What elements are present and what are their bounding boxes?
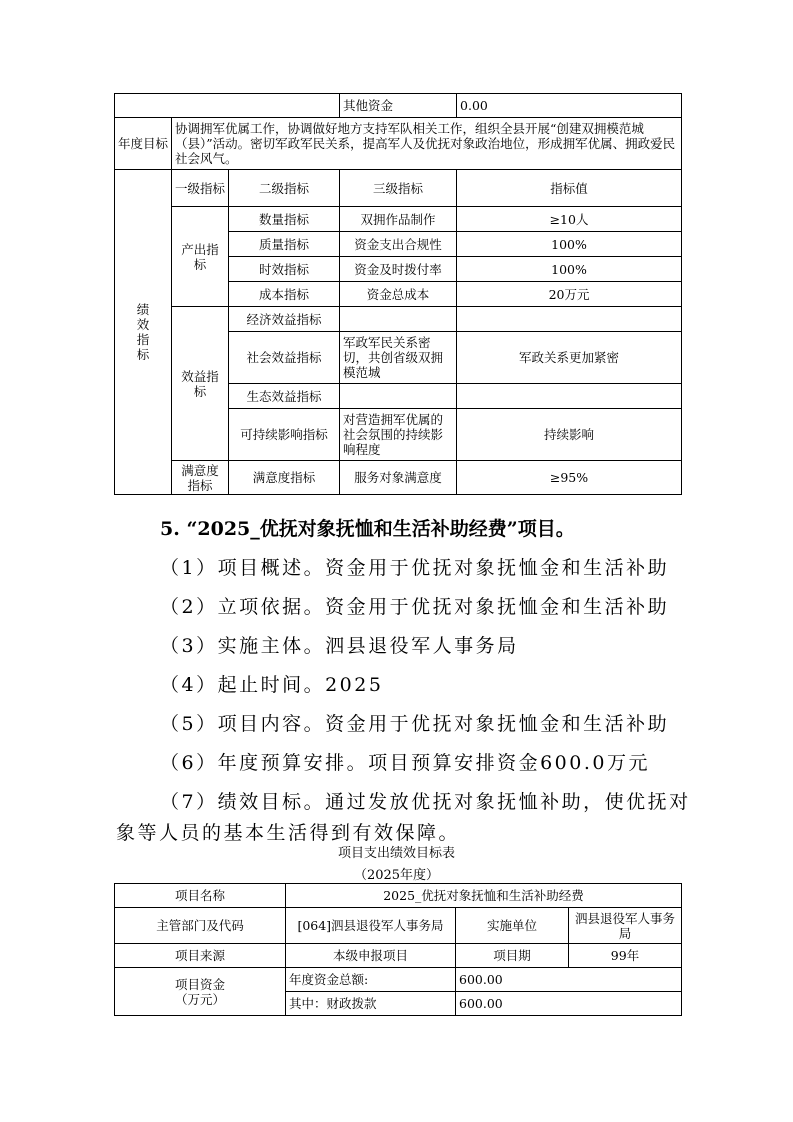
item-period: （4）起止时间。2025: [160, 674, 384, 696]
impl-value: 泗县退役军人事务局: [569, 908, 682, 944]
item-content: （5）项目内容。资金用于优抚对象抚恤金和生活补助: [160, 713, 670, 735]
benefit-value: [457, 384, 682, 409]
dept-label: 主管部门及代码: [115, 908, 286, 944]
output-l2: 质量指标: [229, 232, 340, 257]
output-l3: 资金支出合规性: [340, 232, 457, 257]
benefit-value: [457, 307, 682, 332]
satisfaction-l2: 满意度指标: [229, 461, 340, 495]
header-level3: 三级指标: [340, 170, 457, 207]
output-value: 100%: [457, 232, 682, 257]
item-goal-line1: （7）绩效目标。通过发放优抚对象抚恤补助，使优抚对: [160, 791, 691, 813]
output-l3: 资金总成本: [340, 282, 457, 307]
period-label: 项目期: [456, 944, 569, 968]
table-caption: 项目支出绩效目标表: [337, 846, 455, 861]
item-budget: （6）年度预算安排。项目预算安排资金600.0万元: [160, 752, 650, 774]
source-label: 项目来源: [115, 944, 286, 968]
fiscal-funds-value: 600.00: [456, 992, 682, 1016]
item-implementer: （3）实施主体。泗县退役军人事务局: [160, 635, 519, 657]
output-value: 100%: [457, 257, 682, 282]
source-value: 本级申报项目: [286, 944, 456, 968]
funds-label: 项目资金（万元）: [115, 968, 286, 1016]
benefit-l3: 对营造拥军优属的社会氛围的持续影响程度: [340, 409, 457, 461]
benefit-l3: 军政军民关系密切，共创省级双拥模范城: [340, 332, 457, 384]
header-level2: 二级指标: [229, 170, 340, 207]
other-funds-label: 其他资金: [340, 94, 457, 118]
header-value: 指标值: [457, 170, 682, 207]
empty-cell: [115, 94, 340, 118]
benefit-l3: [340, 384, 457, 409]
benefit-l2: 可持续影响指标: [229, 409, 340, 461]
benefit-l2: 社会效益指标: [229, 332, 340, 384]
performance-table-continued: [114, 93, 682, 495]
benefit-l2: 生态效益指标: [229, 384, 340, 409]
section-heading: 5. “2025_优抚对象抚恤和生活补助经费”项目。: [160, 518, 575, 540]
total-funds-value: 600.00: [456, 968, 682, 992]
satisfaction-l3: 服务对象满意度: [340, 461, 457, 495]
output-l2: 成本指标: [229, 282, 340, 307]
impl-label: 实施单位: [456, 908, 569, 944]
fiscal-funds-label: 其中：财政拨款: [286, 992, 456, 1016]
output-value: ≥10人: [457, 207, 682, 232]
output-indicator-label: 产出指标: [172, 207, 229, 307]
perf-indicator-label: 绩效指标: [115, 170, 172, 495]
output-value: 20万元: [457, 282, 682, 307]
item-overview: （1）项目概述。资金用于优抚对象抚恤金和生活补助: [160, 557, 670, 579]
benefit-value: 军政关系更加紧密: [457, 332, 682, 384]
annual-goal-text: 协调拥军优属工作，协调做好地方支持军队相关工作，组织全县开展“创建双拥模范城（县）”活动。密切军政军民关系，提高军人及优抚对象政治地位，形成拥军优属、拥政爱民社会风气。: [172, 118, 682, 170]
project-name-label: 项目名称: [115, 884, 286, 908]
output-l2: 时效指标: [229, 257, 340, 282]
output-l3: 资金及时拨付率: [340, 257, 457, 282]
benefit-indicator-label: 效益指标: [172, 307, 229, 461]
dept-value: [064]泗县退役军人事务局: [286, 908, 456, 944]
output-l3: 双拥作品制作: [340, 207, 457, 232]
benefit-l2: 经济效益指标: [229, 307, 340, 332]
other-funds-value: 0.00: [457, 94, 682, 118]
project-name-value: 2025_优抚对象抚恤和生活补助经费: [286, 884, 682, 908]
total-funds-label: 年度资金总额:: [286, 968, 456, 992]
benefit-l3: [340, 307, 457, 332]
header-level1: 一级指标: [172, 170, 229, 207]
item-basis: （2）立项依据。资金用于优抚对象抚恤金和生活补助: [160, 596, 670, 618]
benefit-value: 持续影响: [457, 409, 682, 461]
table-year: （2025年度）: [353, 868, 440, 883]
output-l2: 数量指标: [229, 207, 340, 232]
satisfaction-value: ≥95%: [457, 461, 682, 495]
item-goal-line2: 象等人员的基本生活得到有效保障。: [116, 822, 461, 844]
satisfaction-indicator-label: 满意度指标: [172, 461, 229, 495]
project-goal-table: [114, 883, 682, 1016]
period-value: 99年: [569, 944, 682, 968]
annual-goal-label: 年度目标: [115, 118, 172, 170]
